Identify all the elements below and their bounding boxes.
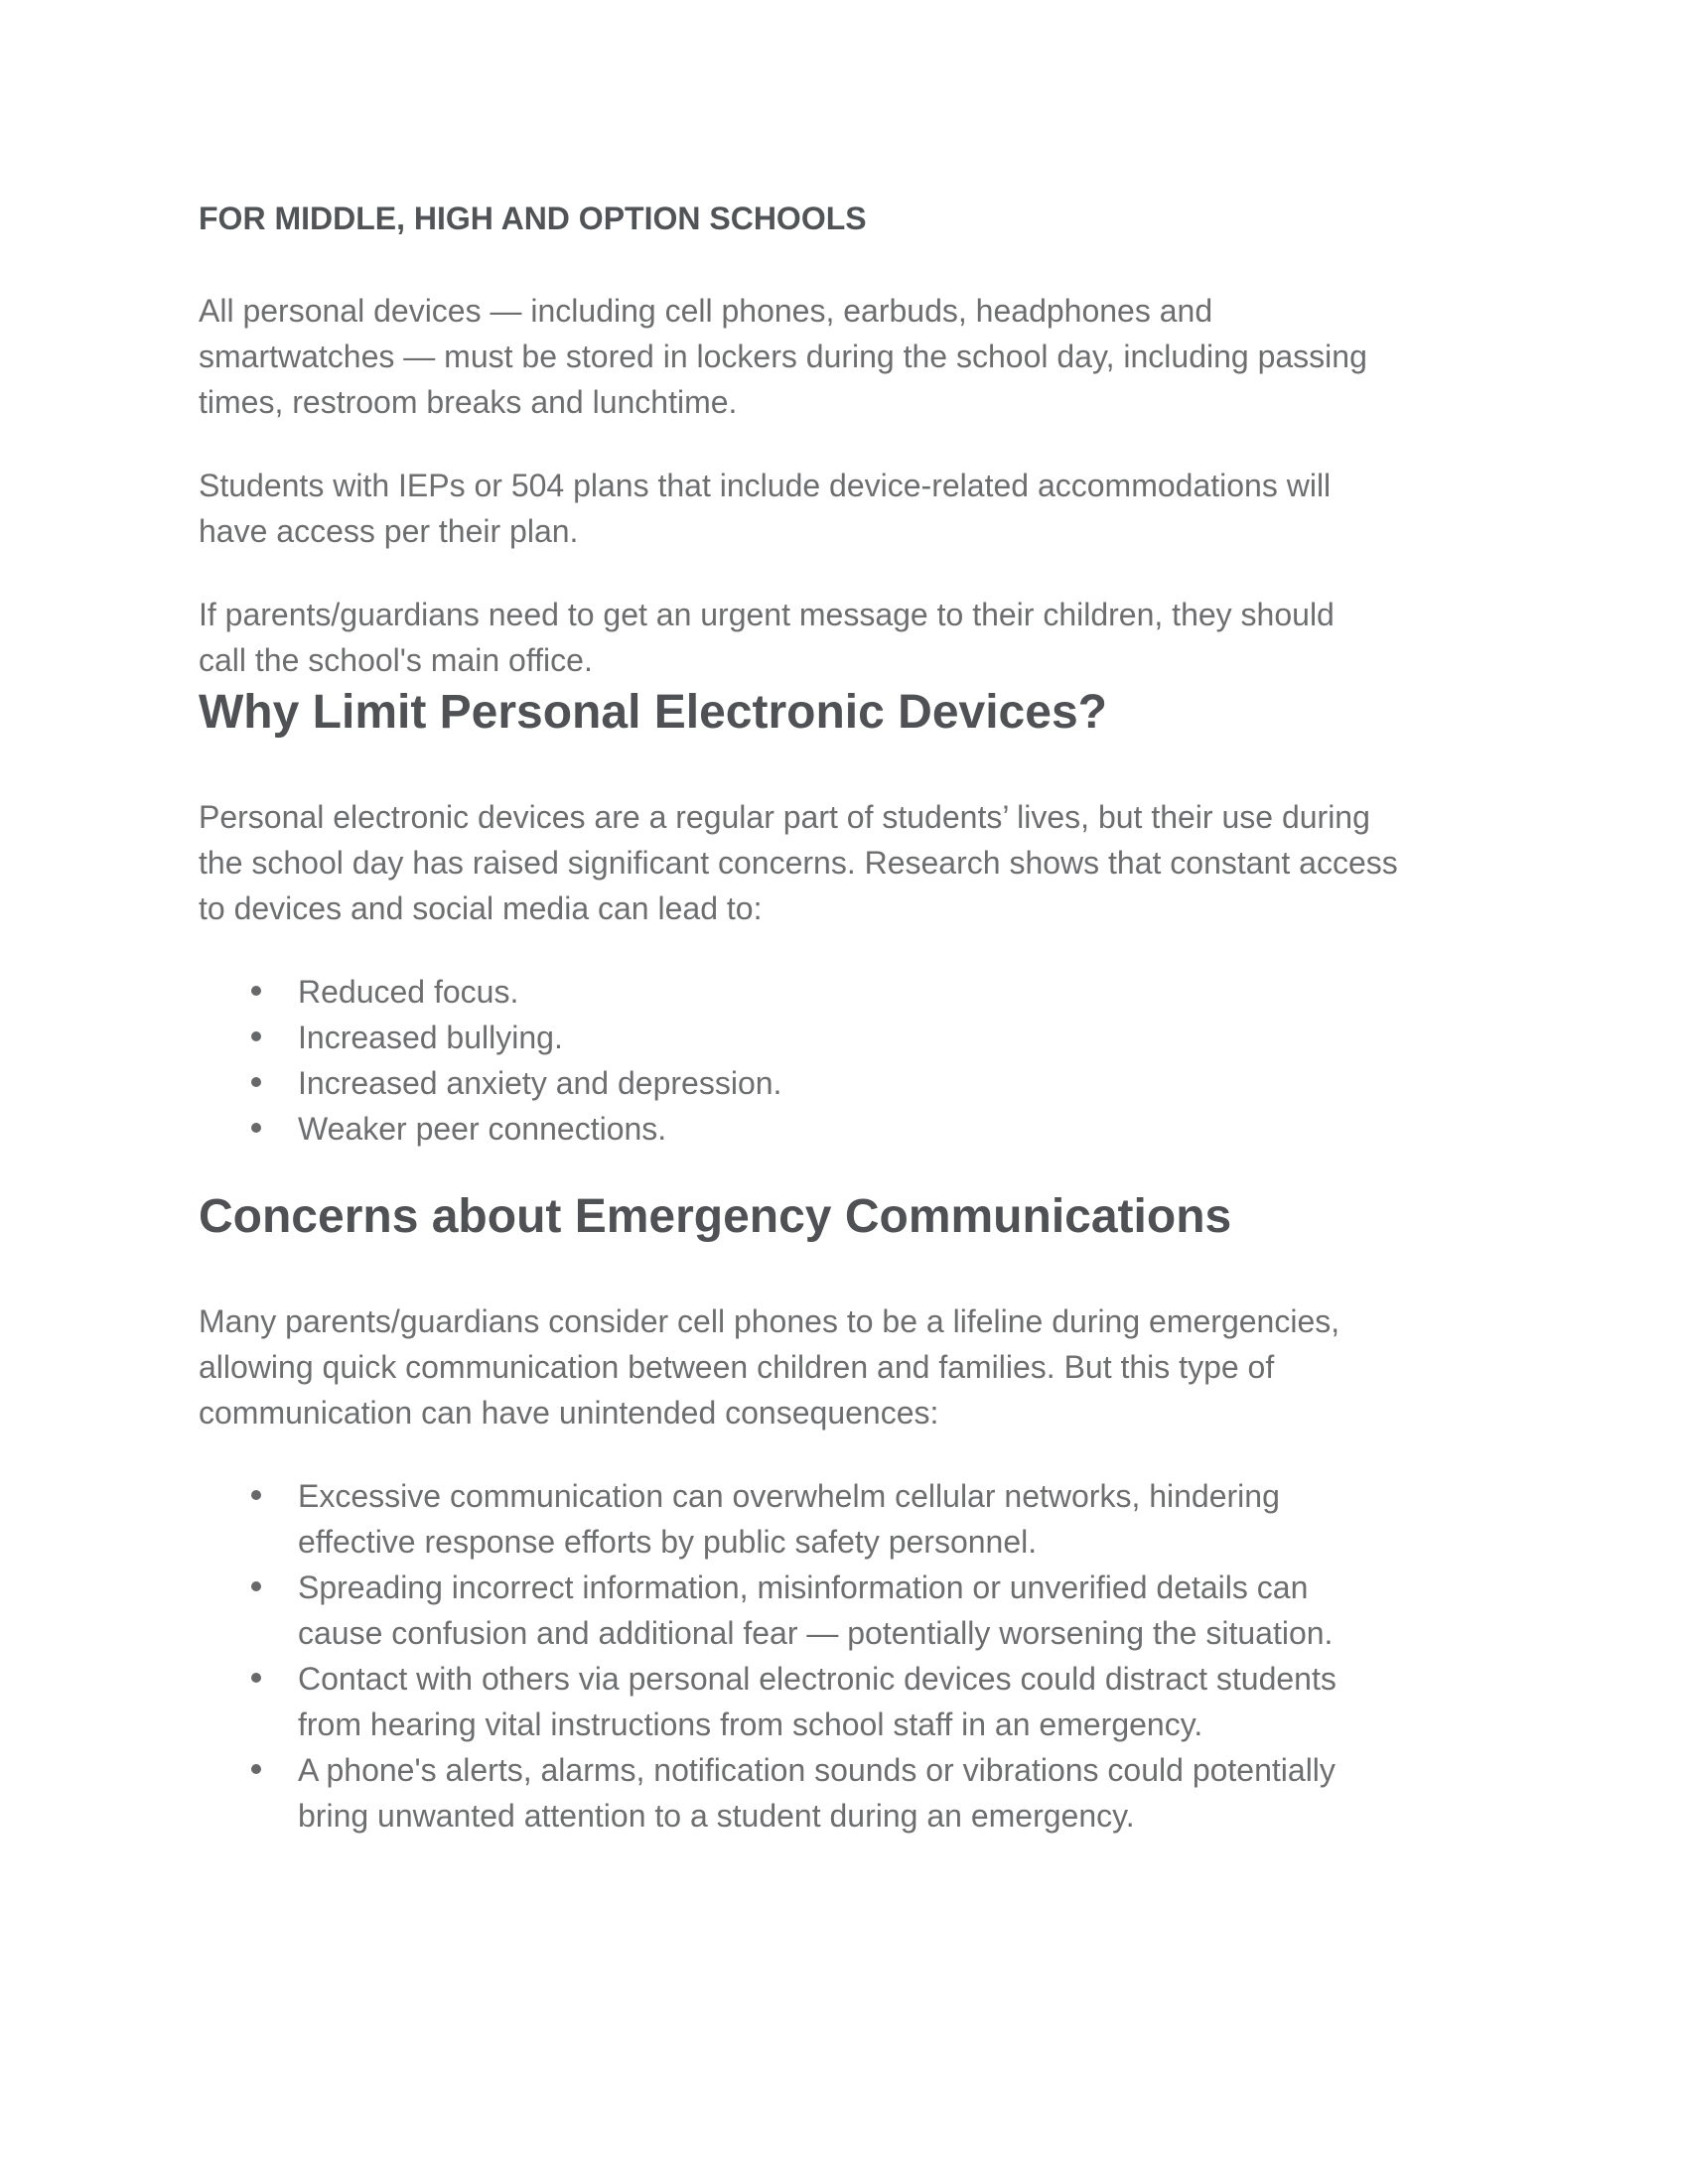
paragraph-urgent-message: If parents/guardians need to get an urgent message to their children, they should call the school's main office.	[199, 597, 1335, 678]
list-item-weaker-connections: Weaker peer connections.	[298, 1106, 1579, 1152]
heading-why-limit-devices: Why Limit Personal Electronic Devices?	[199, 686, 1107, 739]
why-limit-bullet-list	[199, 969, 1579, 1152]
paragraph-iep-504-plans: Students with IEPs or 504 plans that include device-related accommodations will have access per their plan.	[199, 468, 1332, 549]
section-label: FOR MIDDLE, HIGH AND OPTION SCHOOLS	[199, 201, 867, 236]
list-item-anxiety-depression: Increased anxiety and depression.	[298, 1060, 1579, 1106]
heading-emergency-concerns: Concerns about Emergency Communications	[199, 1190, 1232, 1243]
list-item-network-overload: Excessive communication can overwhelm cellular networks, hindering effective response efforts by public safety personnel.	[298, 1473, 1579, 1565]
list-item-distraction: Contact with others via personal electronic devices could distract students from hearing vital instructions from school staff in an emergency.	[298, 1656, 1579, 1747]
paragraph-why-limit-intro: Personal electronic devices are a regular part of students’ lives, but their use during the school day has raised significant concerns. Research shows that constant access to devices and social media can lead to:	[199, 799, 1398, 926]
paragraph-emergency-intro: Many parents/guardians consider cell phones to be a lifeline during emergencies, allowing quick communication between children and families. But this type of communication can have unintended consequences:	[199, 1303, 1340, 1431]
list-item-increased-bullying: Increased bullying.	[298, 1015, 1579, 1060]
list-item-misinformation: Spreading incorrect information, misinformation or unverified details can cause confusion and additional fear — potentially worsening the situation.	[298, 1565, 1579, 1656]
paragraph-device-storage: All personal devices — including cell phones, earbuds, headphones and smartwatches — must be stored in lockers during the school day, including passing times, restroom breaks and lunchtime.	[199, 293, 1367, 420]
list-item-phone-alerts: A phone's alerts, alarms, notification sounds or vibrations could potentially bring unwanted attention to a student during an emergency.	[298, 1747, 1579, 1839]
emergency-bullet-list	[199, 1473, 1579, 1839]
list-item-reduced-focus: Reduced focus.	[298, 969, 1579, 1015]
